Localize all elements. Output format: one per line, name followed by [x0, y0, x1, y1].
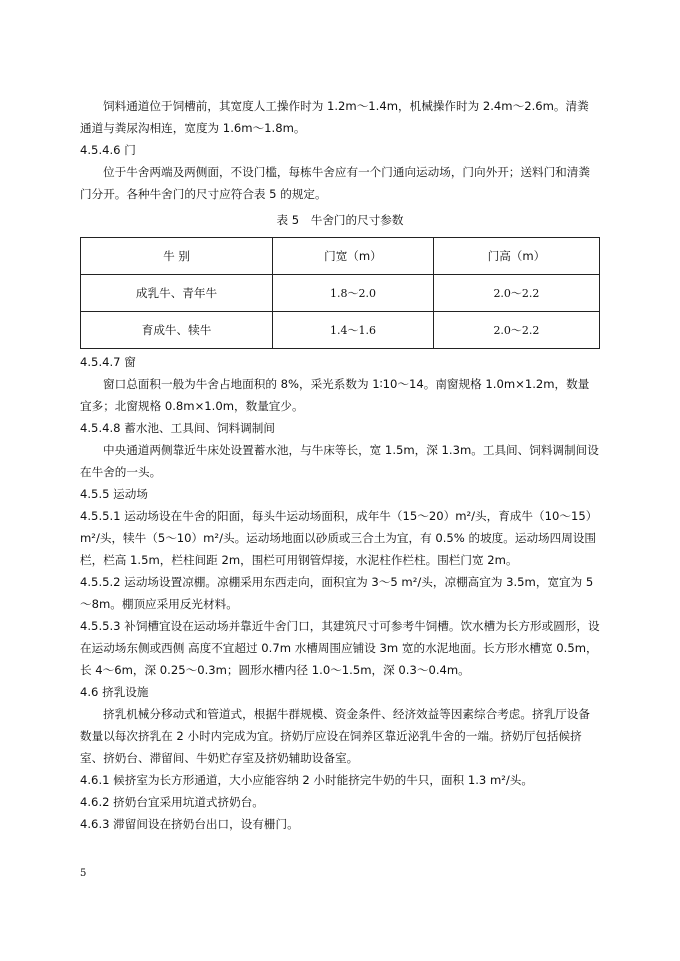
paragraph-milking-platform: 4.6.2 挤奶台宜采用坑道式挤奶台。 [80, 795, 264, 809]
heading-milking-facility: 4.6 挤乳设施 [80, 685, 149, 699]
paragraph-feed-channel: 饲料通道位于饲槽前，其宽度人工操作时为 1.2m～1.4m，机械操作时为 2.4m～2.6m。清粪通道与粪尿沟相连，宽度为 1.6m～1.8m。 [80, 99, 589, 135]
paragraph-waiting-room: 4.6.1 候挤室为长方形通道，大小应能容纳 2 小时能挤完牛奶的牛只，面积 1.3 m²/头。 [80, 773, 533, 787]
paragraph-yard-area: 4.5.5.1 运动场设在牛舍的阳面，每头牛运动场面积，成年牛（15～20）m²/头，育成牛（10～15）m²/头，犊牛（5～10）m²/头。运动场地面以砂质或三合土为宜，有 0.5% 的坡度。运动场四周设围栏，栏高 1.5m，栏柱间距 2m，围栏可用钢管焊接，水泥柱作栏柱。围栏门宽 2m。 [80, 509, 598, 567]
paragraph-reservoir: 中央通道两侧靠近牛床处设置蓄水池，与牛床等长，宽 1.5m，深 1.3m。工具间、饲料调制间设在牛舍的一头。 [80, 443, 599, 479]
page-number: 5 [80, 868, 87, 879]
table-cell: 育成牛、犊牛 [81, 312, 273, 349]
table-cell: 成乳牛、青年牛 [81, 275, 273, 312]
paragraph-milking: 挤乳机械分移动式和管道式，根据牛群规模、资金条件、经济效益等因素综合考虑。挤乳厅设备数量以每次挤乳在 2 小时内完成为宜。挤奶厅应设在饲养区靠近泌乳牛舍的一端。挤奶厅包括候挤室、挤奶台、滞留间、牛奶贮存室及挤奶辅助设备室。 [80, 707, 590, 765]
table-caption: 表 5 牛舍门的尺寸参数 [276, 213, 404, 227]
table-cell: 1.4～1.6 [273, 312, 434, 349]
paragraph-door: 位于牛舍两端及两侧面，不设门槛，每栋牛舍应有一个门通向运动场，门向外开；送料门和清粪门分开。各种牛舍门的尺寸应符合表 5 的规定。 [80, 165, 590, 201]
paragraph-window: 窗口总面积一般为牛舍占地面积的 8%，采光系数为 1∶10～14。南窗规格 1.0m×1.2m，数量宜多；北窗规格 0.8m×1.0m，数量宜少。 [80, 377, 590, 413]
document-body [80, 95, 600, 835]
paragraph-holding-pen: 4.6.3 滞留间设在挤奶台出口，设有栅门。 [80, 817, 299, 831]
paragraph-shade-shed: 4.5.5.2 运动场设置凉棚。凉棚采用东西走向，面积宜为 3～5 m²/头，凉棚高宜为 3.5m，宽宜为 5～8m。棚顶应采用反光材料。 [80, 575, 594, 611]
table-row [81, 312, 600, 349]
header-cattle-type: 牛 别 [81, 238, 273, 275]
table-header-row [81, 238, 600, 275]
paragraph-feed-trough: 4.5.5.3 补饲槽宜设在运动场并靠近牛舍门口，其建筑尺寸可参考牛饲槽。饮水槽为长方形或圆形，设在运动场东侧或西侧 高度不宜超过 0.7m 水槽周围应铺设 3m 宽的水泥地面。长方形水槽宽 0.5m，长 4～6m，深 0.25～0.3m；圆形水槽内径 1.0～1.5m，深 0.3～0.4m。 [80, 619, 600, 677]
table-cell: 1.8～2.0 [273, 275, 434, 312]
heading-window: 4.5.4.7 窗 [80, 355, 136, 369]
heading-exercise-yard: 4.5.5 运动场 [80, 487, 148, 501]
table-cell: 2.0～2.2 [433, 312, 599, 349]
heading-reservoir: 4.5.4.8 蓄水池、工具间、饲料调制间 [80, 421, 275, 435]
heading-door: 4.5.4.6 门 [80, 143, 136, 157]
door-size-table [80, 237, 600, 349]
table-cell: 2.0～2.2 [433, 275, 599, 312]
table-row [81, 275, 600, 312]
header-door-height: 门高（m） [433, 238, 599, 275]
header-door-width: 门宽（m） [273, 238, 434, 275]
